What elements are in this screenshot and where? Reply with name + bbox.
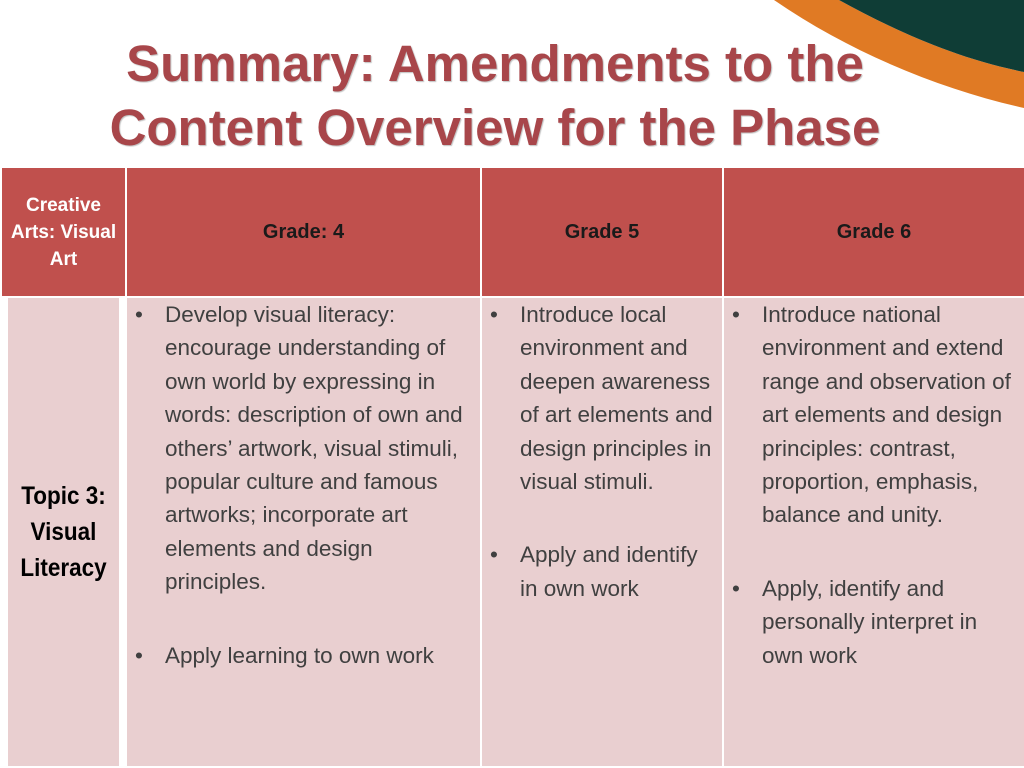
bullet-text: Develop visual literacy: encourage understanding of own world by expressing in words: description of own and others’ artwork, visual stimuli, popular culture and famous artworks; incorporate art elements and design principles.: [165, 302, 463, 595]
list-item: [482, 538, 722, 605]
list-item: [724, 572, 1024, 672]
bullet-icon: •: [732, 302, 740, 327]
title-line-1: Summary: Amendments to the: [126, 35, 864, 92]
corner-header-cell: Creative Arts: Visual Art: [1, 167, 126, 297]
title-line-2: Content Overview for the Phase: [109, 99, 881, 156]
table-header-row: [1, 167, 1024, 297]
bullet-text: Introduce national environment and extend range and observation of art elements and design principles: contrast, proportion, emphasis, balance and unity.: [762, 302, 1011, 528]
bullet-text: Apply and identify in own work: [520, 542, 698, 601]
list-item: [127, 298, 480, 599]
grade-5-content-cell: [481, 297, 723, 767]
grade-4-content-cell: [126, 297, 481, 767]
list-item: [127, 639, 480, 672]
grade-6-content-cell: [723, 297, 1024, 767]
bullet-icon: •: [490, 302, 498, 327]
list-item: [724, 298, 1024, 532]
topic-cell: Topic 3: Visual Literacy: [7, 297, 120, 767]
bullet-icon: •: [135, 642, 143, 668]
list-item: [482, 298, 722, 498]
bullet-text: Introduce local environment and deepen awareness of art elements and design principles in visual stimuli.: [520, 302, 713, 495]
page-title: [20, 32, 970, 160]
grade-4-header: Grade: 4: [126, 167, 481, 297]
bullet-icon: •: [490, 542, 498, 568]
table-row: [1, 297, 1024, 767]
content-overview-table: [0, 166, 1024, 768]
bullet-text: Apply, identify and personally interpret in own work: [762, 575, 978, 668]
grade-6-header: Grade 6: [723, 167, 1024, 297]
grade-6-bullet-list: [724, 298, 1024, 672]
grade-5-header: Grade 5: [481, 167, 723, 297]
grade-5-bullet-list: [482, 298, 722, 605]
bullet-text: Apply learning to own work: [165, 642, 434, 668]
grade-4-bullet-list: [127, 298, 480, 672]
bullet-icon: •: [135, 302, 143, 327]
bullet-icon: •: [732, 575, 740, 601]
